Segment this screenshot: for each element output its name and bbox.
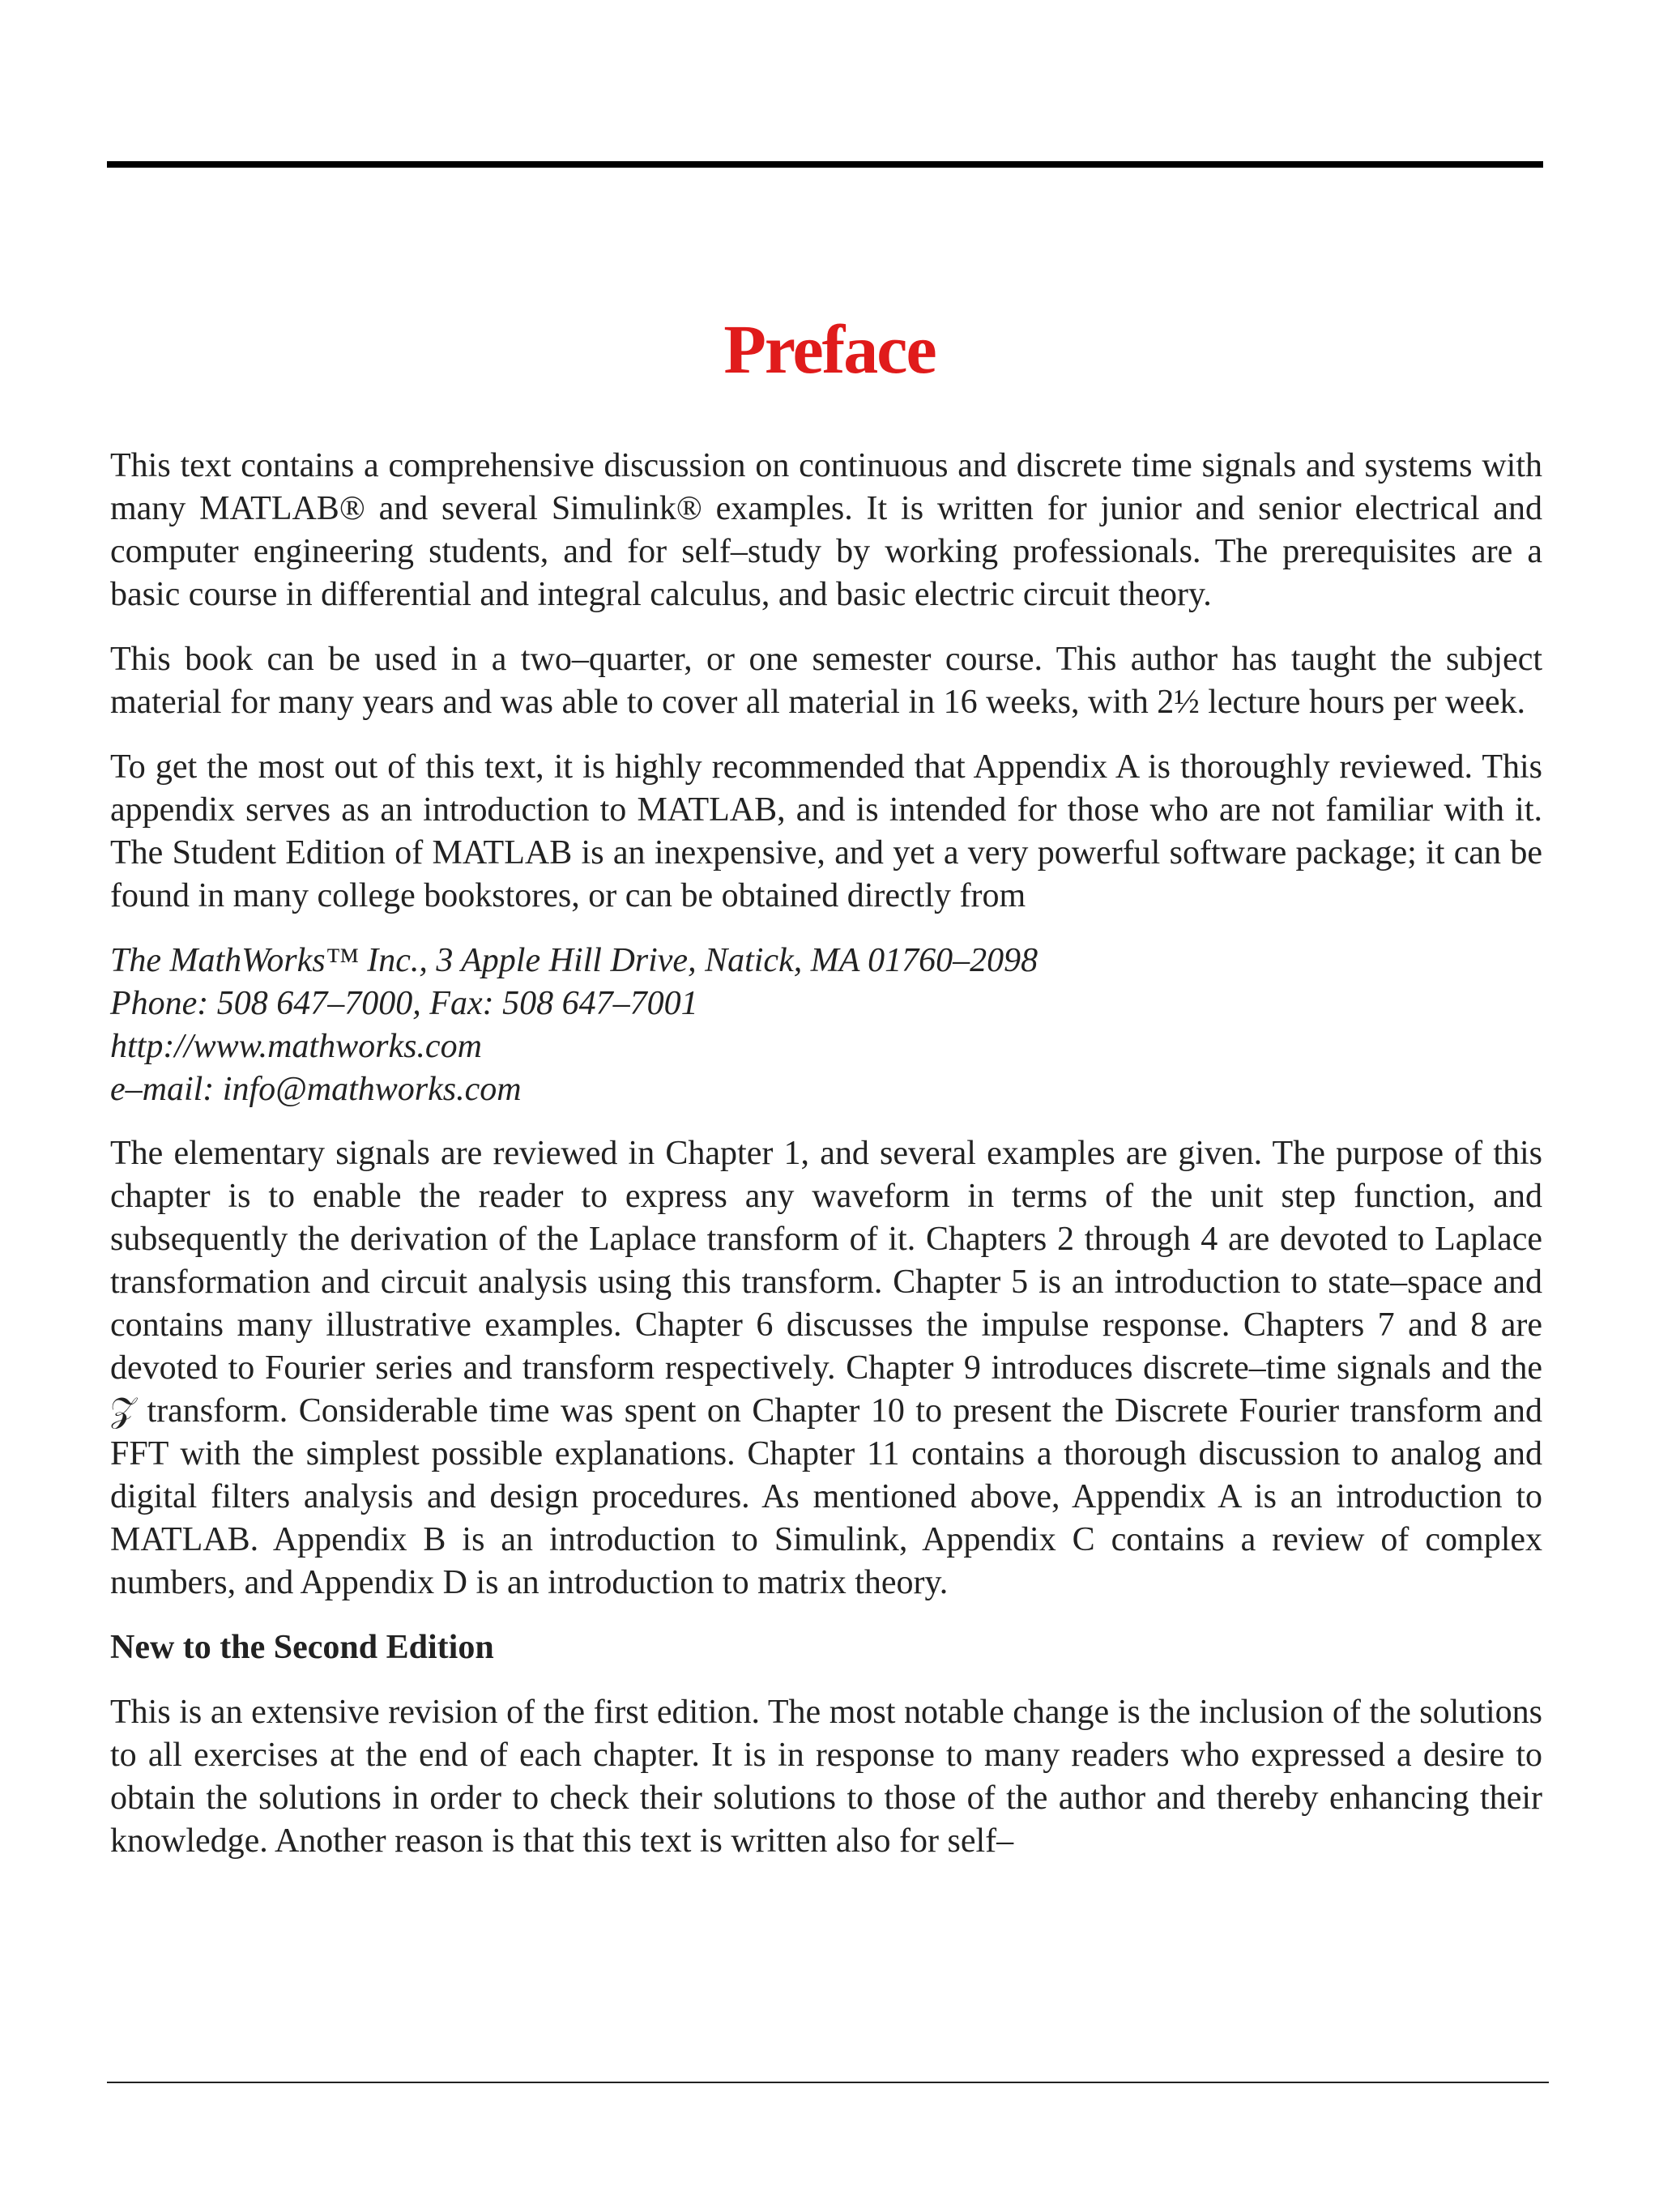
address-phone: Phone: 508 647–7000, Fax: 508 647–7001 [110,985,698,1022]
course-usage-paragraph: This book can be used in a two–quarter, or one semester course. This author has taught the subject material for many years and was able to cover all material in 16 weeks, with 2½ lecture hours per week. [110,641,1542,721]
matlab-appendix-paragraph: To get the most out of this text, it is highly recommended that Appendix A is thoroughly reviewed. This appendix serves as an introduction to MATLAB, and is intended for those who are not familiar with it. The Student Edition of MATLAB is an inexpensive, and yet a very powerful software package; it can be found in many college bookstores, or can be obtained directly from [110,748,1542,914]
mathworks-address-block [110,940,1542,1111]
address-company: The MathWorks™ Inc., 3 Apple Hill Drive, Natick, MA 01760–2098 [110,942,1038,979]
address-email: e–mail: info@mathworks.com [110,1071,522,1108]
page-title: Preface [723,309,936,388]
top-rule [107,161,1543,168]
intro-paragraph: This text contains a comprehensive discussion on continuous and discrete time signals and systems with many MATLAB® and several Simulink® examples. It is written for junior and senior electrical and computer engineering students, and for self–study by working professionals. The prerequisites are a basic course in differential and integral calculus, and basic electric circuit theory. [110,447,1542,613]
second-edition-paragraph: This is an extensive revision of the first edition. The most notable change is the inclusion of the solutions to all exercises at the end of each chapter. It is in response to many readers who expressed a desire to obtain the solutions in order to check their solutions to those of the author and thereby enhancing their knowledge. Another reason is that this text is written also for self– [110,1694,1542,1860]
bottom-rule [107,2082,1549,2083]
section-heading: New to the Second Edition [110,1629,494,1666]
preface-body [110,445,1542,1885]
chapters-overview-paragraph: The elementary signals are reviewed in Chapter 1, and several examples are given. The purpose of this chapter is to enable the reader to express any waveform in terms of the unit step function, and subsequently the derivation of the Laplace transform of it. Chapters 2 through 4 are devoted to Laplace transformation and circuit analysis using this transform. Chapter 5 is an introduction to state–space and contains many illustrative examples. Chapter 6 discusses the impulse response. Chapters 7 and 8 are devoted to Fourier series and transform respectively. Chapter 9 introduces discrete–time signals and the 𝒵 transform. Considerable time was spent on Chapter 10 to present the Discrete Fourier transform and FFT with the simplest possible explanations. Chapter 11 contains a thorough discussion to analog and digital filters analysis and design procedures. As mentioned above, Appendix A is an introduction to MATLAB. Appendix B is an introduction to Simulink, Appendix C contains a review of complex numbers, and Appendix D is an introduction to matrix theory. [110,1135,1542,1601]
address-website: http://www.mathworks.com [110,1028,482,1065]
